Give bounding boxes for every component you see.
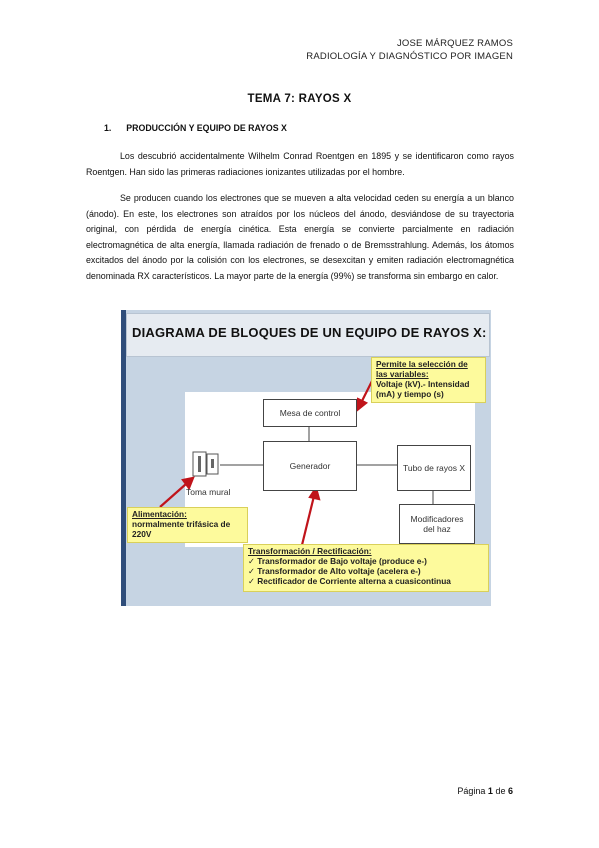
block-mesa-de-control: Mesa de control [263,399,357,427]
note-variables [371,357,486,403]
wall-socket-icon [193,452,218,476]
note-alimentacion-title: Alimentación: [132,509,187,519]
page-footer [457,786,513,796]
toma-mural-label: Toma mural [186,487,231,497]
note-transformacion-item: ✓ Rectificador de Corriente alterna a cuasicontinua [248,576,451,586]
note-variables-title: Permite la selección de las variables: [376,359,468,379]
footer-page-current: 1 [487,786,493,796]
arrow-variables-to-mesa [356,381,372,411]
block-generador: Generador [263,441,357,491]
note-transformacion [243,544,489,592]
header-subject: RADIOLOGÍA Y DIAGNÓSTICO POR IMAGEN [306,51,513,62]
page-title: TEMA 7: RAYOS X [247,93,352,105]
note-variables-body: Voltaje (kV).- Intensidad (mA) y tiempo (s) [376,379,470,399]
block-tubo-de-rayos-x: Tubo de rayos X [397,445,471,491]
note-transformacion-title: Transformación / Rectificación: [248,546,372,556]
section-number: 1. [104,123,112,133]
header-author: JOSE MÁRQUEZ RAMOS [396,38,513,49]
note-transformacion-item: ✓ Transformador de Bajo voltaje (produce e-) [248,556,427,566]
paragraph-1: Los descubrió accidentalmente Wilhelm Conrad Roentgen en 1895 y se identificaron como rayos Roentgen. Han sido las primeras radiaciones ionizantes utilizadas por el hombre. [86,151,514,177]
footer-page-total: 6 [507,786,513,796]
figure-title: DIAGRAMA DE BLOQUES DE UN EQUIPO DE RAYOS X: [132,325,487,340]
arrow-transformacion-to-generador [302,488,319,545]
note-alimentacion-body: normalmente trifásica de 220V [132,519,231,539]
paragraph-2: Se producen cuando los electrones que se mueven a alta velocidad ceden su energía a un blanco (ánodo). En este, los electrones son atraídos por los núcleos del ánodo, desviándose de su trayectoria original, con pérdida de energía cinética. Esta energía se convierte parcialmente en radiación electromagnética de alta energía, llamada radiación de frenado o de Bremsstrahlung. Además, los átomos excitados del ánodo por la colisión con los electrones, se desexcitan y emiten radiación electromagnética denominada RX característicos. La mayor parte de la energía (99%) se transforma sin embargo en calor. [86,193,514,281]
footer-of-word: de [495,786,506,796]
footer-page-word: Página [457,786,486,796]
note-alimentacion [127,507,248,543]
block-modificadores-del-haz: Modificadores del haz [399,504,475,544]
section-title: PRODUCCIÓN Y EQUIPO DE RAYOS X [126,123,287,133]
note-transformacion-item: ✓ Transformador de Alto voltaje (acelera e-) [248,566,421,576]
